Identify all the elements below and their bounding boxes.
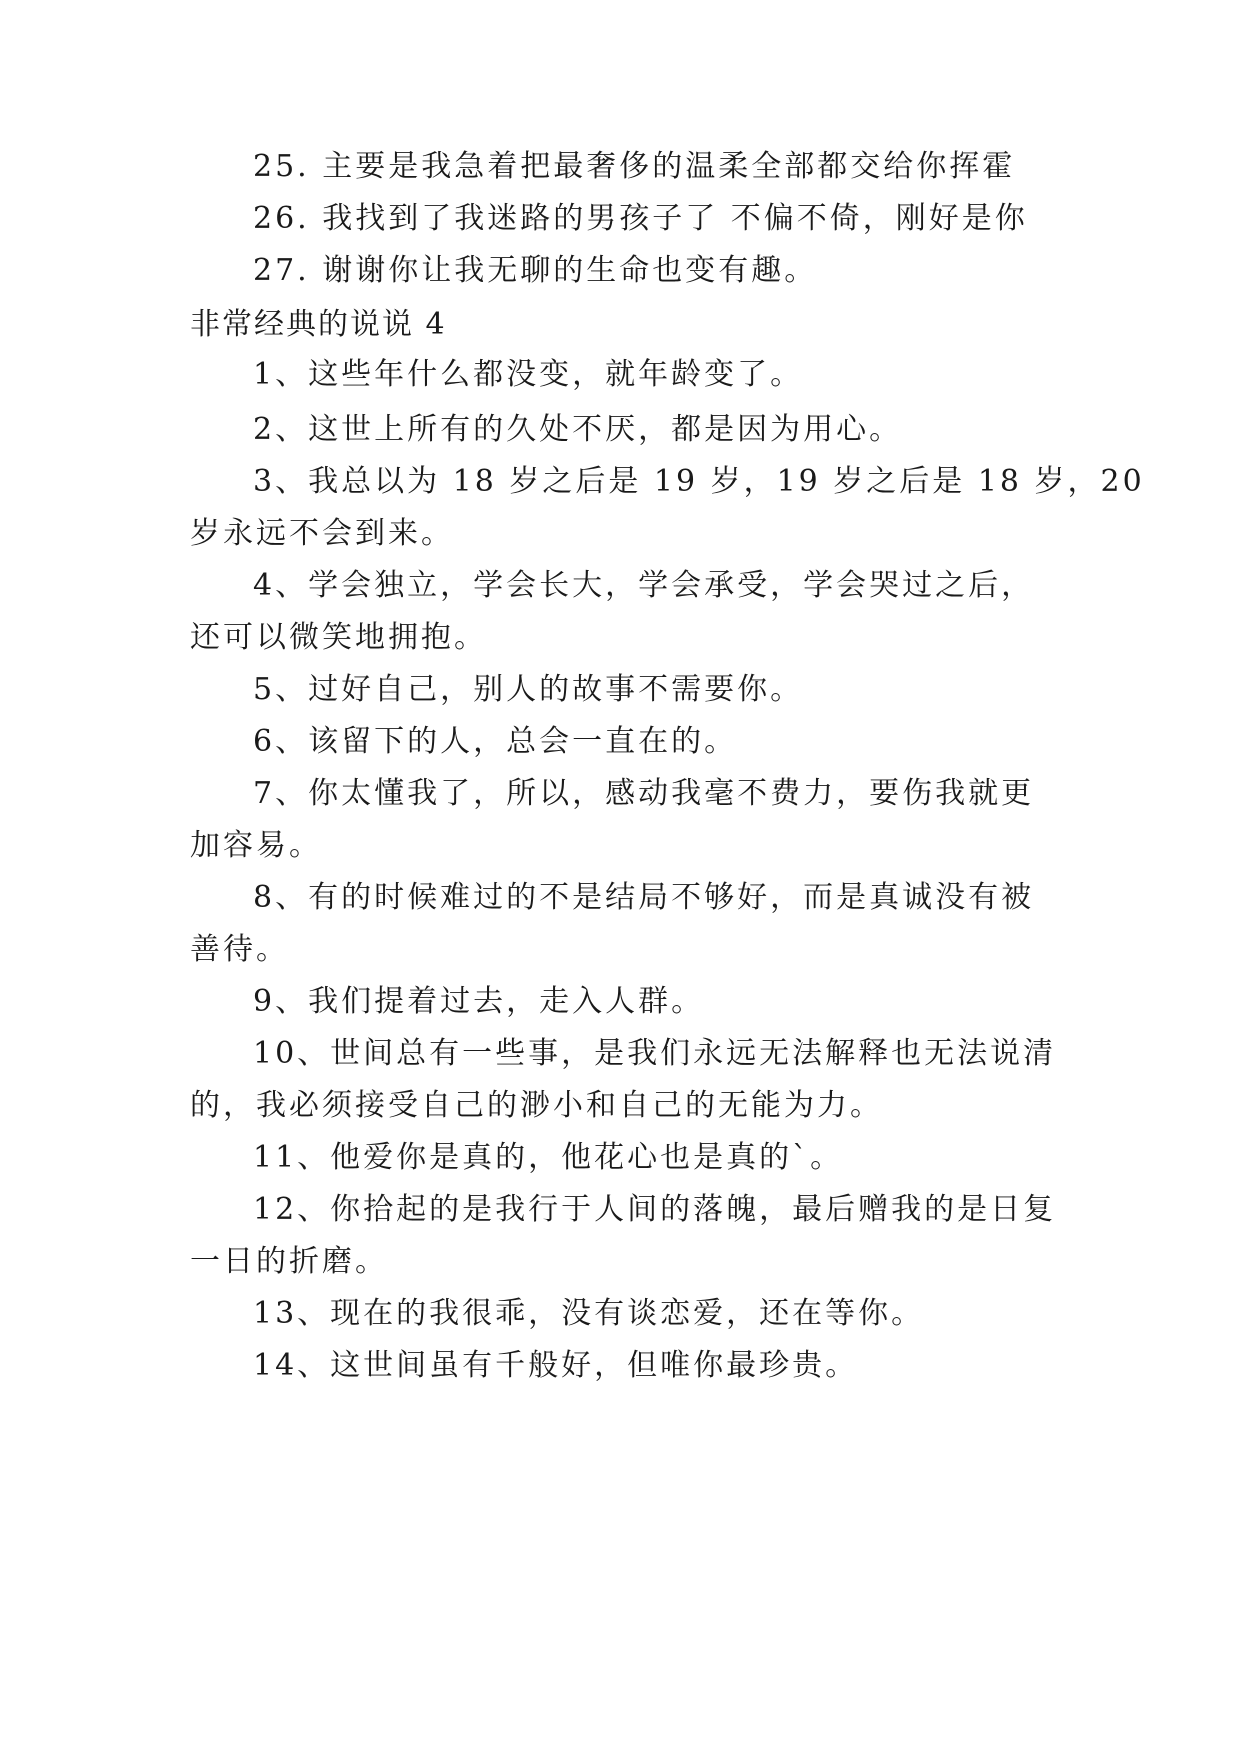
list-item: 5、过好自己，别人的故事不需要你。 xyxy=(253,672,804,707)
list-item-continuation: 加容易。 xyxy=(190,828,322,863)
list-item: 2、这世上所有的久处不厌，都是因为用心。 xyxy=(253,412,903,447)
list-item-continuation: 一日的折磨。 xyxy=(190,1244,388,1279)
list-item-continuation: 的，我必须接受自己的渺小和自己的无能为力。 xyxy=(190,1088,883,1123)
list-item-continuation: 还可以微笑地拥抱。 xyxy=(190,620,487,655)
list-item: 26. 我找到了我迷路的男孩子了 不偏不倚，刚好是你 xyxy=(253,201,1028,236)
list-item: 11、他爱你是真的，他花心也是真的`。 xyxy=(253,1140,844,1175)
list-item: 27. 谢谢你让我无聊的生命也变有趣。 xyxy=(253,253,818,288)
list-item: 13、现在的我很乖，没有谈恋爱，还在等你。 xyxy=(253,1296,925,1331)
list-item: 14、这世间虽有千般好，但唯你最珍贵。 xyxy=(253,1348,859,1383)
list-item: 1、这些年什么都没变，就年龄变了。 xyxy=(253,357,804,392)
list-item: 9、我们提着过去，走入人群。 xyxy=(253,984,705,1019)
list-item: 6、该留下的人，总会一直在的。 xyxy=(253,724,738,759)
list-item: 8、有的时候难过的不是结局不够好，而是真诚没有被 xyxy=(253,880,1035,915)
list-item: 4、学会独立，学会长大，学会承受，学会哭过之后， xyxy=(253,568,1035,603)
list-item: 25. 主要是我急着把最奢侈的温柔全部都交给你挥霍 xyxy=(253,149,1016,184)
list-item: 7、你太懂我了，所以，感动我毫不费力，要伤我就更 xyxy=(253,776,1035,811)
list-item-continuation: 善待。 xyxy=(190,932,289,967)
list-item-continuation: 岁永远不会到来。 xyxy=(190,516,454,551)
list-item: 12、你拾起的是我行于人间的落魄，最后赠我的是日复 xyxy=(253,1192,1057,1227)
section-heading: 非常经典的说说 4 xyxy=(190,307,447,342)
list-item: 3、我总以为 18 岁之后是 19 岁，19 岁之后是 18 岁，20 xyxy=(253,464,1145,499)
list-item: 10、世间总有一些事，是我们永远无法解释也无法说清 xyxy=(253,1036,1057,1071)
